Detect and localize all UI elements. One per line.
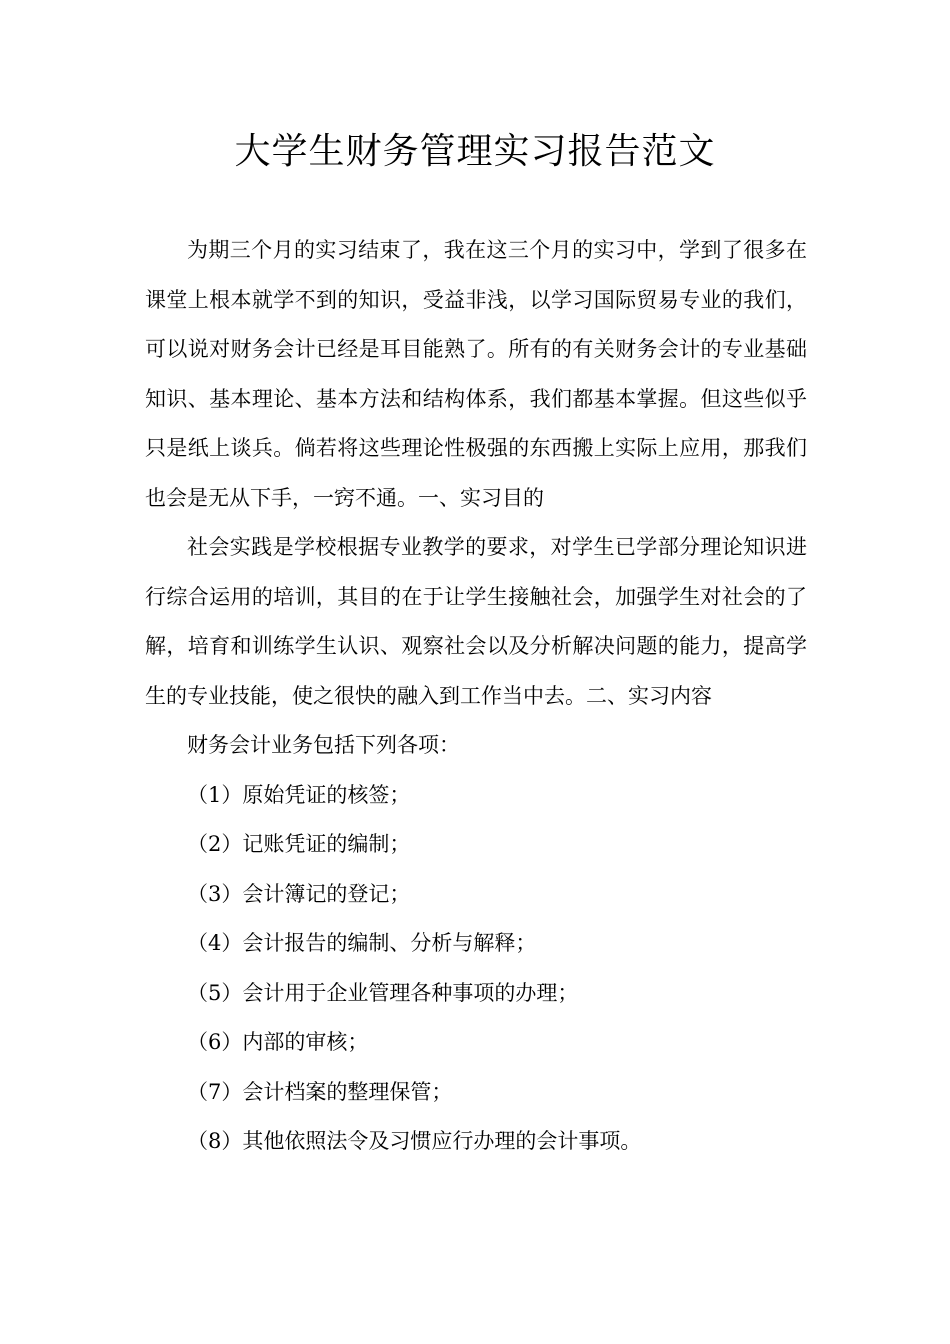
paragraph-intro: 为期三个月的实习结束了，我在这三个月的实习中，学到了很多在课堂上根本就学不到的知识，受益非浅，以学习国际贸易专业的我们，可以说对财务会计已经是耳目能熟了。所有的有关财务会计的专业基础知识、基本理论、基本方法和结构体系，我们都基本掌握。但这些似乎只是纸上谈兵。倘若将这些理论性极强的东西搬上实际上应用，那我们也会是无从下手，一窍不通。一、实习目的 <box>145 238 807 510</box>
list-item: （8）其他依照法令及习惯应行办理的会计事项。 <box>187 1129 642 1153</box>
list-item: （1）原始凭证的核签； <box>187 782 411 807</box>
list-item: （3）会计簿记的登记； <box>187 881 411 906</box>
list-item: （6）内部的审核； <box>187 1030 369 1054</box>
list-item: （2）记账凭证的编制； <box>187 832 411 856</box>
document-body <box>145 226 807 1167</box>
paragraph-practice-purpose: 社会实践是学校根据专业教学的要求，对学生已学部分理论知识进行综合运用的培训，其目的在于让学生接触社会，加强学生对社会的了解，培育和训练学生认识、观察社会以及分析解决问题的能力，提高学生的专业技能，使之很快的融入到工作当中去。二、实习内容 <box>145 535 807 708</box>
list-item: （4）会计报告的编制、分析与解释； <box>187 931 537 955</box>
list-item: （7）会计档案的整理保管； <box>187 1079 453 1104</box>
paragraph-business-scope: 财务会计业务包括下列各项： <box>187 733 460 757</box>
document-title: 大学生财务管理实习报告范文 <box>234 131 716 172</box>
list-item: （5）会计用于企业管理各种事项的办理； <box>187 980 579 1005</box>
